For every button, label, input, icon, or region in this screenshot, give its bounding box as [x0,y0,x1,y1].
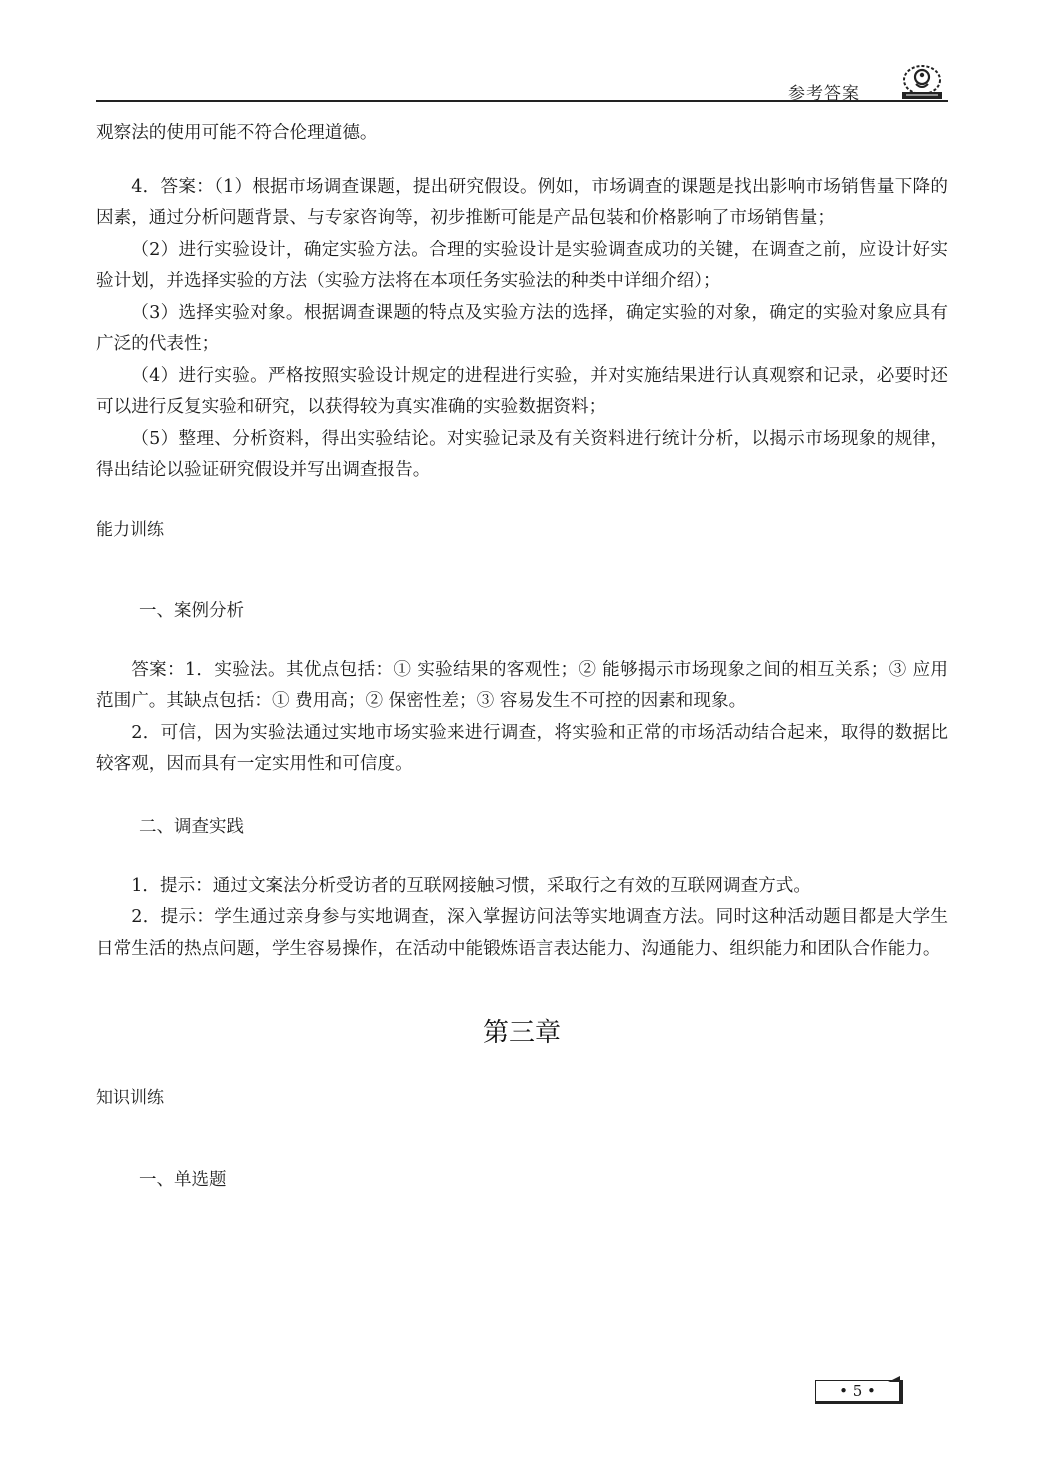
section-heading: 知识训练 [96,1088,164,1108]
subsection-heading: 一、案例分析 [139,600,244,621]
paragraph: 2．可信，因为实验法通过实地市场实验来进行调查，将实验和正常的市场活动结合起来，取得的数据比较客观，因而具有一定实用性和可信度。 [96,722,948,774]
subsection-heading: 二、调查实践 [139,816,244,837]
header-rule [96,100,948,102]
book-logo-icon [896,60,948,102]
paragraph: 答案：1．实验法。其优点包括：① 实验结果的客观性；② 能够揭示市场现象之间的相互关系；③ 应用范围广。其缺点包括：① 费用高；② 保密性差；③ 容易发生不可控的因素和现象。 [96,659,948,711]
page-content [96,118,948,1196]
header-title: 参考答案 [788,84,860,104]
page-number: • 5 • [815,1380,903,1404]
chapter-title: 第三章 [482,1018,561,1048]
section-heading: 能力训练 [96,519,164,540]
paragraph: 2．提示：学生通过亲身参与实地调查，深入掌握访问法等实地调查方法。同时这种活动题目都是大学生日常生活的热点问题，学生容易操作，在活动中能锻炼语言表达能力、沟通能力、组织能力和团队合作能力。 [96,907,948,959]
paragraph: 1．提示：通过文案法分析受访者的互联网接触习惯，采取行之有效的互联网调查方式。 [131,875,811,896]
paragraph: 4．答案：（1）根据市场调查课题，提出研究假设。例如，市场调查的课题是找出影响市场销售量下降的因素，通过分析问题背景、与专家咨询等，初步推断可能是产品包装和价格影响了市场销售量； [96,176,948,228]
paragraph: （3）选择实验对象。根据调查课题的特点及实验方法的选择，确定实验的对象，确定的实验对象应具有广泛的代表性； [96,302,948,354]
paragraph: （5）整理、分析资料，得出实验结论。对实验记录及有关资料进行统计分析，以揭示市场现象的规律，得出结论以验证研究假设并写出调查报告。 [96,428,948,480]
paragraph: （2）进行实验设计，确定实验方法。合理的实验设计是实验调查成功的关键，在调查之前，应设计好实验计划，并选择实验的方法（实验方法将在本项任务实验法的种类中详细介绍）； [96,239,948,291]
paragraph: （4）进行实验。严格按照实验设计规定的进程进行实验，并对实施结果进行认真观察和记录，必要时还可以进行反复实验和研究，以获得较为真实准确的实验数据资料； [96,365,948,417]
paragraph: 观察法的使用可能不符合伦理道德。 [96,123,378,143]
subsection-heading: 一、单选题 [139,1170,227,1190]
